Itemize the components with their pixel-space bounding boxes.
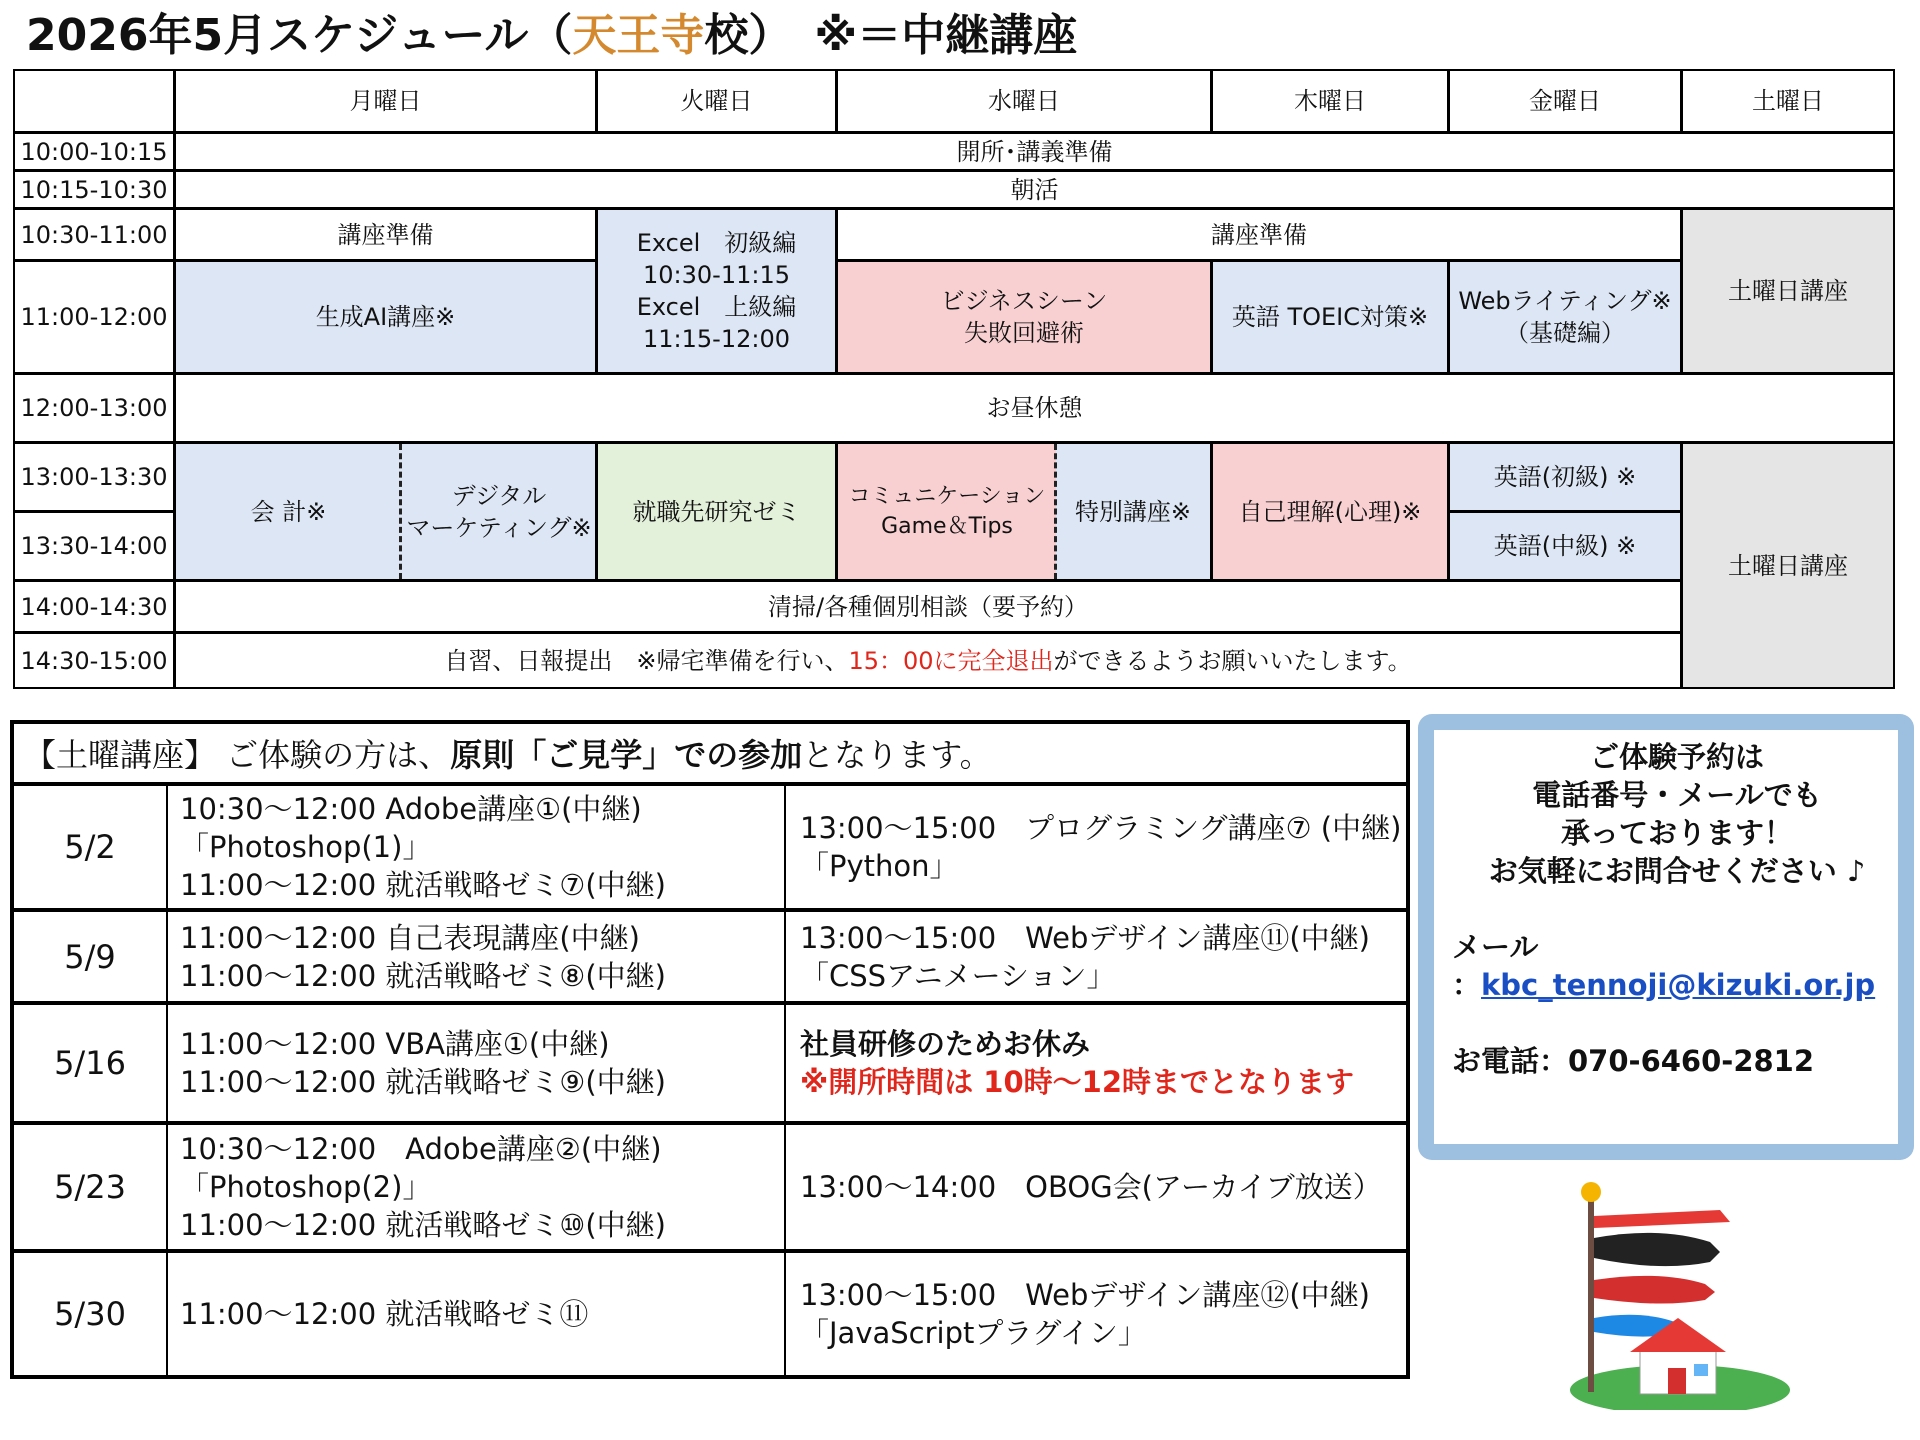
time-slot: 11:00-12:00 bbox=[13, 260, 175, 374]
cleaning-consultation: 清掃/各種個別相談（要予約） bbox=[174, 580, 1682, 633]
sat-afternoon bbox=[786, 1253, 1406, 1375]
sat-closed-notice: 社員研修のためお休み bbox=[800, 1027, 1091, 1061]
title-prefix: 2026年5月スケジュール（ bbox=[26, 10, 573, 61]
sat-item: 11:00～12:00 就活戦略ゼミ⑧(中継) bbox=[180, 958, 666, 993]
sat-item: 「CSSアニメーション」 bbox=[800, 958, 1116, 993]
thursday-self-understanding: 自己理解(心理)※ bbox=[1211, 442, 1449, 581]
saturday-courses bbox=[10, 720, 1410, 1390]
business-line2: 失敗回避術 bbox=[964, 319, 1084, 347]
closing-text-a: 自習、日報提出 ※帰宅準備を行い、 bbox=[444, 646, 849, 675]
opening-prep: 開所･講義準備 bbox=[174, 132, 1895, 171]
time-slot: 10:00-10:15 bbox=[13, 132, 175, 171]
thursday-toeic: 英語 TOEIC対策※ bbox=[1211, 260, 1449, 374]
contact-line: ご体験予約は bbox=[1589, 740, 1764, 774]
sat-item: 13:00～14:00 OBOG会(アーカイブ放送） bbox=[800, 1170, 1382, 1204]
sat-item: 11:00～12:00 VBA講座①(中継) bbox=[180, 1027, 610, 1061]
sat-date: 5/2 bbox=[14, 786, 168, 908]
excel-basic-label: Excel 初級編 bbox=[636, 229, 797, 257]
sat-morning bbox=[168, 1125, 786, 1249]
saturday-row bbox=[10, 1121, 1410, 1253]
dashed-divider bbox=[1054, 444, 1057, 579]
sat-date: 5/23 bbox=[14, 1125, 168, 1249]
self-study-closing bbox=[174, 632, 1682, 689]
red-carp-shape bbox=[1594, 1276, 1715, 1304]
sat-afternoon bbox=[786, 912, 1406, 1001]
day-monday: 月曜日 bbox=[174, 69, 597, 133]
comm-line1: コミュニケーション bbox=[848, 483, 1046, 509]
sat-item: 「Python」 bbox=[800, 849, 959, 883]
sat-item: 10:30～12:00 Adobe講座①(中継) bbox=[180, 792, 642, 826]
sat-item: 13:00～15:00 プログラミング講座⑦ (中継) bbox=[800, 811, 1402, 845]
time-slot: 14:00-14:30 bbox=[13, 580, 175, 633]
sat-date: 5/30 bbox=[14, 1253, 168, 1375]
sat-morning bbox=[168, 786, 786, 908]
saturday-row bbox=[10, 1249, 1410, 1379]
saturday-header bbox=[10, 720, 1410, 786]
excel-basic-time: 10:30-11:15 bbox=[643, 261, 790, 289]
saturday-afternoon-course: 土曜日講座 bbox=[1681, 442, 1895, 689]
sat-header-c: となります。 bbox=[802, 736, 992, 774]
corner-cell bbox=[13, 69, 175, 133]
sat-item: 10:30～12:00 Adobe講座②(中継) bbox=[180, 1132, 662, 1166]
friday-web-writing bbox=[1448, 260, 1682, 374]
pole-ball bbox=[1581, 1182, 1601, 1202]
page-title bbox=[26, 6, 1077, 66]
sat-item: 11:00～12:00 就活戦略ゼミ⑪ bbox=[180, 1297, 589, 1331]
communication-course bbox=[838, 444, 1056, 579]
wed-fri-prep: 講座準備 bbox=[836, 208, 1682, 261]
friday-english-basic: 英語(初級) ※ bbox=[1448, 442, 1682, 512]
sat-afternoon bbox=[786, 1125, 1406, 1249]
sat-item: 13:00～15:00 Webデザイン講座⑪(中継) bbox=[800, 920, 1370, 955]
special-course: 特別講座※ bbox=[1056, 444, 1210, 579]
sat-item: 「JavaScriptプラグイン」 bbox=[800, 1316, 1147, 1350]
day-tuesday: 火曜日 bbox=[596, 69, 837, 133]
monday-prep: 講座準備 bbox=[174, 208, 597, 261]
sat-date: 5/9 bbox=[14, 912, 168, 1001]
streamer-shape bbox=[1594, 1210, 1730, 1228]
mail-prefix: ： bbox=[1452, 968, 1482, 1002]
web-writing-line2: （基礎編） bbox=[1505, 319, 1625, 347]
excel-advanced-time: 11:15-12:00 bbox=[643, 325, 790, 353]
email-link[interactable]: kbc_tennoji@kizuki.or.jp bbox=[1481, 968, 1876, 1002]
contact-line: 承っております！ bbox=[1560, 816, 1793, 850]
sat-item: 11:00～12:00 自己表現講座(中継) bbox=[180, 920, 640, 955]
dm-line2: マーケティング※ bbox=[406, 513, 592, 542]
saturday-row bbox=[10, 908, 1410, 1005]
sat-hours-notice: ※開所時間は 10時～12時までとなります bbox=[800, 1065, 1355, 1099]
time-slot: 10:30-11:00 bbox=[13, 208, 175, 261]
wednesday-afternoon bbox=[836, 442, 1212, 581]
time-slot: 12:00-13:00 bbox=[13, 373, 175, 443]
day-wednesday: 水曜日 bbox=[836, 69, 1212, 133]
saturday-row bbox=[10, 782, 1410, 912]
sat-item: 「Photoshop(2)」 bbox=[180, 1170, 432, 1204]
saturday-morning-course: 土曜日講座 bbox=[1681, 208, 1895, 374]
sat-morning bbox=[168, 1253, 786, 1375]
contact-box bbox=[1418, 714, 1914, 1160]
sat-header-b: 原則「ご見学」での参加 bbox=[450, 736, 803, 774]
tuesday-excel bbox=[596, 208, 837, 374]
morning-activity: 朝活 bbox=[174, 170, 1895, 209]
title-suffix: 校） ※＝中継講座 bbox=[704, 10, 1078, 61]
sat-item: 11:00～12:00 就活戦略ゼミ⑨(中継) bbox=[180, 1065, 666, 1099]
closing-text-b: ができるようお願いいたします。 bbox=[1053, 646, 1412, 675]
house-door bbox=[1668, 1368, 1686, 1394]
contact-line: お気軽にお問合せください ♪ bbox=[1488, 854, 1866, 888]
saturday-row bbox=[10, 1001, 1410, 1125]
sat-afternoon bbox=[786, 786, 1406, 908]
day-saturday: 土曜日 bbox=[1681, 69, 1895, 133]
sat-morning bbox=[168, 912, 786, 1001]
digital-marketing-course bbox=[401, 444, 597, 579]
excel-advanced-label: Excel 上級編 bbox=[636, 293, 797, 321]
day-thursday: 木曜日 bbox=[1211, 69, 1449, 133]
koinobori-illustration bbox=[1560, 1180, 1800, 1410]
time-slot: 10:15-10:30 bbox=[13, 170, 175, 209]
sat-morning bbox=[168, 1005, 786, 1121]
campus-name: 天王寺 bbox=[572, 10, 705, 61]
web-writing-line1: Webライティング※ bbox=[1458, 287, 1672, 315]
sat-header-a: 【土曜講座】 ご体験の方は、 bbox=[24, 736, 451, 774]
contact-line: 電話番号・メールでも bbox=[1532, 778, 1822, 812]
sat-date: 5/16 bbox=[14, 1005, 168, 1121]
dm-line1: デジタル bbox=[451, 481, 547, 510]
business-line1: ビジネスシーン bbox=[940, 287, 1108, 315]
lunch-break: お昼休憩 bbox=[174, 373, 1895, 443]
time-slot: 14:30-15:00 bbox=[13, 632, 175, 689]
sat-item: 11:00～12:00 就活戦略ゼミ⑩(中継) bbox=[180, 1208, 666, 1242]
tuesday-job-research: 就職先研究ゼミ bbox=[596, 442, 837, 581]
friday-english-intermediate: 英語(中級) ※ bbox=[1448, 511, 1682, 581]
weekly-schedule bbox=[14, 70, 1896, 690]
monday-afternoon bbox=[174, 442, 597, 581]
day-friday: 金曜日 bbox=[1448, 69, 1682, 133]
sat-item: 「Photoshop(1)」 bbox=[180, 830, 432, 864]
sat-afternoon bbox=[786, 1005, 1406, 1121]
sat-item: 11:00～12:00 就活戦略ゼミ⑦(中継) bbox=[180, 868, 666, 902]
accounting-course: 会 計※ bbox=[250, 497, 327, 526]
house-window bbox=[1694, 1364, 1708, 1376]
mail-label: メール bbox=[1452, 930, 1539, 964]
comm-line2: Game＆Tips bbox=[881, 513, 1013, 539]
monday-ai-course: 生成AI講座※ bbox=[174, 260, 597, 374]
sat-item: 13:00～15:00 Webデザイン講座⑫(中継) bbox=[800, 1278, 1370, 1312]
dashed-divider bbox=[399, 444, 402, 579]
time-slot: 13:30-14:00 bbox=[13, 511, 175, 581]
wednesday-business bbox=[836, 260, 1212, 374]
black-carp-shape bbox=[1594, 1233, 1720, 1266]
time-slot: 13:00-13:30 bbox=[13, 442, 175, 512]
closing-text-red: 15：00に完全退出 bbox=[848, 646, 1054, 675]
phone-number: お電話：070-6460-2812 bbox=[1452, 1044, 1815, 1078]
pole-shape bbox=[1588, 1192, 1594, 1392]
